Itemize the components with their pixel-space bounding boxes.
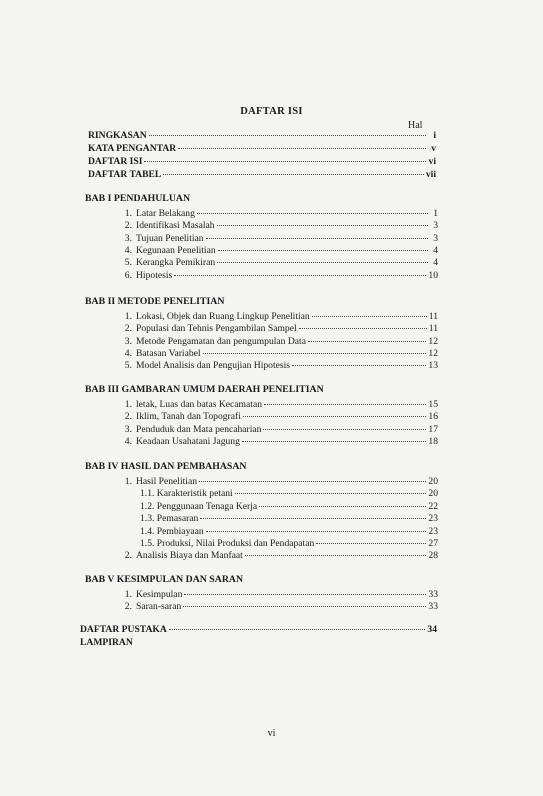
toc-entry — [88, 156, 436, 168]
toc-entry — [118, 208, 438, 220]
item-number: 2. — [124, 323, 132, 335]
entry-label: 1.4. Pembiayaan — [140, 525, 204, 537]
dot-leader — [199, 481, 426, 482]
page-ref: 4 — [433, 257, 438, 269]
entry-label: Kesimpulan — [136, 589, 183, 600]
toc-entry — [88, 169, 436, 181]
toc-entry — [118, 348, 438, 360]
page-ref: 13 — [428, 360, 438, 372]
page-ref: 20 — [428, 476, 438, 487]
page-ref: 34 — [427, 624, 437, 635]
dot-leader — [308, 341, 426, 342]
dot-leader — [169, 629, 426, 630]
entry-label: DAFTAR ISI — [88, 156, 143, 167]
toc-entry — [118, 550, 438, 562]
chapter-heading: BAB II METODE PENELITIAN — [85, 296, 225, 307]
page-ref: 23 — [428, 525, 438, 537]
dot-leader — [149, 135, 426, 136]
entry-label: 1.1. Karakteristik petani — [140, 488, 233, 500]
toc-entry — [118, 245, 438, 257]
page-ref: 33 — [428, 601, 438, 613]
dot-leader — [200, 518, 426, 519]
toc-entry — [118, 336, 438, 348]
page-ref: 1 — [433, 208, 438, 219]
toc-entry — [118, 411, 438, 423]
dot-leader — [312, 316, 427, 317]
dot-leader — [263, 429, 426, 430]
entry-label: letak, Luas dan batas Kecamatan — [136, 399, 262, 410]
item-number: 4. — [124, 347, 132, 359]
page-title: DAFTAR ISI — [240, 106, 303, 117]
entry-label: Analisis Biaya dan Manfaat — [136, 550, 243, 562]
item-number: 4. — [124, 244, 132, 256]
toc-entry — [118, 589, 438, 601]
dot-leader — [178, 148, 426, 149]
item-number: 3. — [124, 335, 132, 347]
item-number: 1. — [124, 589, 132, 600]
toc-entry — [118, 257, 438, 269]
toc-subentry — [140, 513, 438, 525]
entry-label: Latar Belakang — [136, 208, 195, 219]
entry-label: 1.2. Penggunaan Tenaga Kerja — [140, 500, 258, 512]
entry-label: Batasan Variabel — [136, 347, 201, 359]
page-ref: 3 — [433, 220, 438, 232]
entry-label: DAFTAR TABEL — [88, 169, 162, 180]
toc-entry — [118, 476, 438, 488]
dot-leader — [197, 213, 428, 214]
toc-entry — [118, 436, 438, 448]
dot-leader — [292, 365, 426, 366]
toc-subentry — [140, 488, 438, 500]
entry-label: Identifikasi Masalah — [136, 220, 215, 232]
dot-leader — [316, 543, 426, 544]
entry-label: Kegunaan Penelitian — [136, 244, 216, 256]
dot-leader — [206, 531, 427, 532]
page-ref: 3 — [433, 232, 438, 244]
dot-leader — [259, 506, 426, 507]
page-ref: 10 — [428, 269, 438, 281]
item-number: 2. — [124, 411, 132, 423]
chapter-heading: BAB III GAMBARAN UMUM DAERAH PENELITIAN — [85, 384, 324, 395]
toc-entry — [118, 424, 438, 436]
entry-label: KATA PENGANTAR — [88, 143, 177, 154]
entry-label: RINGKASAN — [88, 130, 147, 141]
toc-entry — [80, 624, 437, 636]
item-number: 1. — [124, 208, 132, 219]
entry-label: Model Analisis dan Pengujian Hipotesis — [136, 360, 291, 372]
item-number: 1. — [124, 476, 132, 487]
page-ref: 15 — [428, 399, 438, 410]
toc-entry — [118, 233, 438, 245]
page-column-header: Hal — [408, 120, 423, 131]
dot-leader — [163, 174, 424, 175]
toc-subentry — [140, 501, 438, 513]
dot-leader — [203, 353, 427, 354]
page-ref: 12 — [428, 335, 438, 347]
page-ref: 11 — [428, 311, 438, 322]
toc-entry — [118, 323, 438, 335]
toc-entry — [118, 270, 438, 282]
dot-leader — [174, 275, 426, 276]
page-ref: 28 — [428, 550, 438, 562]
toc-entry — [118, 360, 438, 372]
page-ref: 23 — [428, 513, 438, 525]
entry-label: Lokasi, Objek dan Ruang Lingkup Penelitian — [136, 311, 310, 322]
dot-leader — [144, 161, 426, 162]
dot-leader — [243, 416, 427, 417]
entry-label: 1.5. Produksi, Nilai Produksi dan Pendapatan — [140, 538, 315, 549]
dot-leader — [183, 606, 426, 607]
page-ref: 20 — [428, 488, 438, 500]
entry-label: Hipotesis — [136, 269, 173, 281]
chapter-heading: BAB I PENDAHULUAN — [85, 193, 191, 204]
item-number: 6. — [124, 269, 132, 281]
dot-leader — [184, 594, 426, 595]
toc-entry — [80, 637, 437, 649]
page-number: vi — [267, 728, 276, 739]
page-ref: 11 — [428, 323, 438, 335]
page-ref: 27 — [428, 538, 438, 549]
toc-subentry — [140, 526, 438, 538]
toc-entry — [118, 399, 438, 411]
entry-label: DAFTAR PUSTAKA — [80, 624, 167, 635]
dot-leader — [264, 404, 426, 405]
page-ref: 17 — [428, 423, 438, 435]
dot-leader — [217, 225, 428, 226]
toc-entry — [88, 130, 436, 142]
entry-label: LAMPIRAN — [80, 637, 133, 648]
item-number: 3. — [124, 423, 132, 435]
dot-leader — [299, 328, 427, 329]
page-ref: v — [431, 143, 436, 154]
page-ref: 16 — [428, 411, 438, 423]
page-ref: vi — [428, 156, 436, 167]
dot-leader — [218, 250, 428, 251]
item-number: 3. — [124, 232, 132, 244]
toc-entry — [88, 143, 436, 155]
entry-label: Saran-saran — [136, 601, 182, 613]
entry-label: Kerangka Pemikiran — [136, 257, 216, 269]
toc-entry — [118, 601, 438, 613]
item-number: 2. — [124, 220, 132, 232]
page-ref: i — [433, 130, 436, 141]
toc-subentry — [140, 538, 438, 550]
page-ref: 18 — [428, 435, 438, 447]
item-number: 2. — [124, 601, 132, 613]
entry-label: Penduduk dan Mata pencaharian — [136, 423, 262, 435]
item-number: 5. — [124, 360, 132, 372]
item-number: 5. — [124, 257, 132, 269]
toc-entry — [118, 311, 438, 323]
dot-leader — [217, 262, 428, 263]
item-number: 1. — [124, 311, 132, 322]
page-ref: 33 — [428, 589, 438, 600]
dot-leader — [235, 493, 427, 494]
item-number: 2. — [124, 550, 132, 562]
dot-leader — [206, 238, 428, 239]
item-number: 4. — [124, 435, 132, 447]
entry-label: 1.3. Pemasaran — [140, 513, 199, 525]
dot-leader — [245, 555, 427, 556]
page-ref: vii — [425, 169, 436, 180]
chapter-heading: BAB V KESIMPULAN DAN SARAN — [85, 574, 244, 585]
page-ref: 22 — [428, 500, 438, 512]
page-ref: 12 — [428, 347, 438, 359]
entry-label: Populasi dan Tehnis Pengambilan Sampel — [136, 323, 297, 335]
item-number: 1. — [124, 399, 132, 410]
toc-entry — [118, 220, 438, 232]
entry-label: Tujuan Penelitian — [136, 232, 204, 244]
entry-label: Hasil Penelitian — [136, 476, 198, 487]
entry-label: Keadaan Usahatani Jagung — [136, 435, 240, 447]
dot-leader — [242, 441, 427, 442]
entry-label: Iklim, Tanah dan Topografi — [136, 411, 241, 423]
page-ref: 4 — [433, 244, 438, 256]
entry-label: Metode Pengamatan dan pengumpulan Data — [136, 335, 306, 347]
chapter-heading: BAB IV HASIL DAN PEMBAHASAN — [85, 461, 247, 472]
